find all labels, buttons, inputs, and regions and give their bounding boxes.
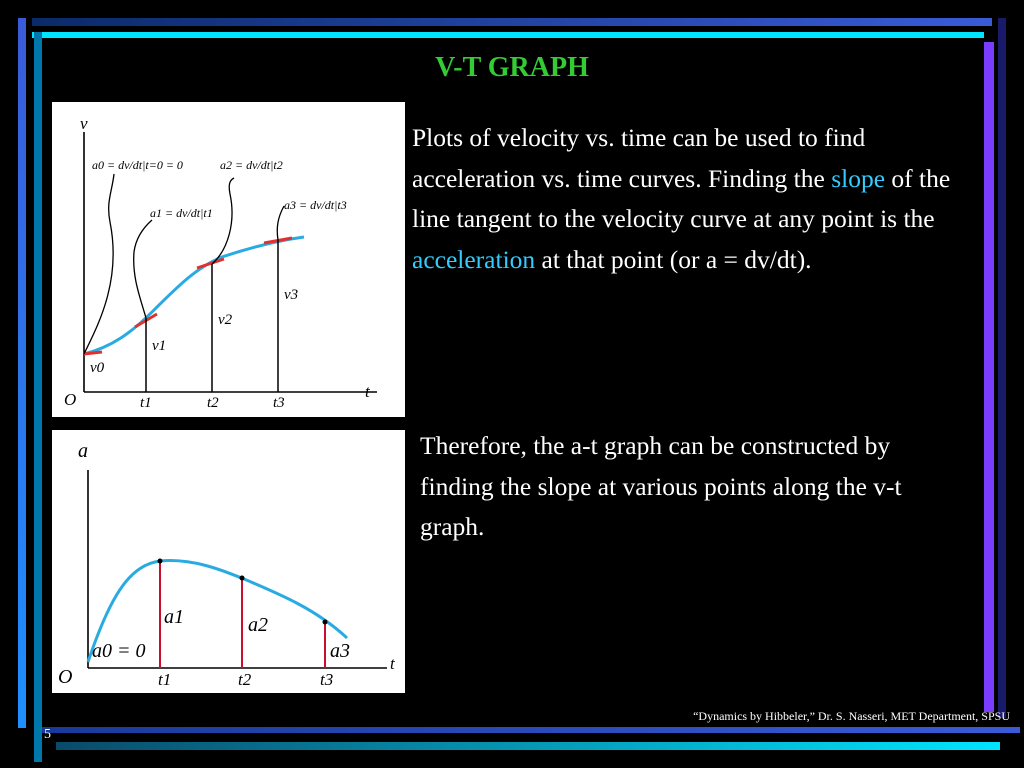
page-number: 5 — [44, 727, 51, 742]
at-tick-t1: t1 — [158, 670, 172, 689]
frame-bar-left-cyan — [34, 32, 42, 762]
at-tick-t3: t3 — [320, 670, 334, 689]
slide-title: V-T GRAPH — [435, 52, 589, 83]
frame-bar-top-blue — [32, 18, 992, 26]
frame-bar-bottom-cyan — [56, 742, 1000, 750]
vt-label-v3: v3 — [284, 287, 299, 303]
vt-slope-a3: a3 = dv/dt|t3 — [284, 198, 347, 212]
vt-tick-t2: t2 — [207, 395, 219, 411]
vt-slope-a2: a2 = dv/dt|t2 — [220, 158, 283, 172]
highlight-acceleration: acceleration — [412, 244, 536, 274]
at-tick-t2: t2 — [238, 670, 252, 689]
paragraph-at-construction: Therefore, the a-t graph can be constructed by finding the slope at various points along the v-t graph. — [420, 431, 902, 541]
vt-graph-figure — [52, 102, 405, 417]
vt-slope-a1: a1 = dv/dt|t1 — [150, 206, 213, 220]
frame-bar-left-blue — [18, 18, 26, 728]
at-axis-t-label: t — [390, 654, 395, 673]
para1-part2: of the line tangent to the velocity curve at any point is the — [412, 163, 951, 233]
frame-bar-right-purple — [984, 42, 994, 712]
para1-part1: Plots of velocity vs. time can be used to find acceleration vs. time curves. Finding the — [412, 123, 866, 193]
vt-graph-svg — [52, 102, 405, 417]
vt-label-v0: v0 — [90, 360, 105, 376]
vt-tick-t3: t3 — [273, 395, 285, 411]
at-axis-a-label: a — [78, 440, 88, 462]
frame-bar-top-cyan — [32, 32, 984, 38]
frame-bar-right-dark — [998, 18, 1006, 718]
frame-bar-bottom-blue — [42, 727, 1020, 733]
at-value-a3: a3 — [330, 640, 350, 662]
at-origin-label: O — [58, 666, 73, 688]
footer-citation: “Dynamics by Hibbeler,” Dr. S. Nasseri, MET Department, SPSU — [693, 709, 1010, 723]
at-value-a2: a2 — [248, 614, 268, 636]
at-value-a0: a0 = 0 — [92, 640, 146, 662]
vt-label-v2: v2 — [218, 312, 233, 328]
vt-origin-label: O — [64, 390, 77, 409]
paragraph-vt-explanation — [412, 118, 972, 280]
vt-axis-v-label: v — [80, 114, 88, 133]
vt-slope-a0: a0 = dv/dt|t=0 = 0 — [92, 158, 183, 172]
vt-label-v1: v1 — [152, 338, 167, 354]
highlight-slope: slope — [831, 163, 886, 193]
vt-axis-t-label: t — [365, 382, 370, 401]
vt-tick-t1: t1 — [140, 395, 152, 411]
at-graph-figure — [52, 430, 405, 693]
at-value-a1: a1 — [164, 606, 184, 628]
para1-part3: at that point (or a = dv/dt). — [535, 244, 812, 274]
